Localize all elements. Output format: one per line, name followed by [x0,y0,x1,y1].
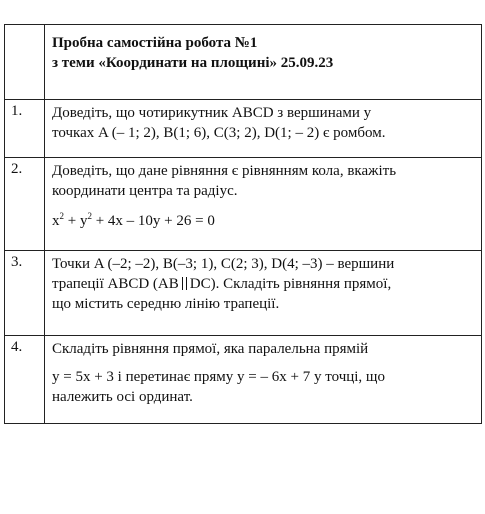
assignment-table [4,24,482,424]
parallel-icon [182,277,187,290]
header-cell [45,25,482,100]
task-row-4 [5,336,482,424]
task-number: 2. [5,158,45,251]
task-line: точках A (– 1; 2), B(1; 6), C(3; 2), D(1; – 2) є ромбом. [52,125,386,141]
task-text [45,158,482,251]
trapezoid-text-after: DC). Складіть рівняння прямої, [189,276,392,292]
eq-y-exponent: 2 [87,211,92,221]
eq-rest: + 4x – 10y + 26 = 0 [91,213,215,229]
topic-line [52,53,475,73]
assignment-title: Пробна самостійна робота №1 [52,35,258,51]
assignment-topic: з теми «Координати на площині» [52,55,277,71]
task-row-3 [5,251,482,336]
eq-x-exponent: 2 [59,211,64,221]
task-line: Доведіть, що дане рівняння є рівнянням кола, вкажіть [52,163,397,179]
task-row-2 [5,158,482,251]
task-line: Доведіть, що чотирикутник ABCD з вершинами у [52,105,372,121]
task-line: Точки A (–2; –2), B(–3; 1), C(2; 3), D(4; –3) – вершини [52,256,395,272]
task-row-1 [5,100,482,158]
task-text [45,100,482,158]
task-text [45,336,482,424]
task-number: 4. [5,336,45,424]
circle-equation [52,211,475,231]
eq-x: x [52,213,60,229]
eq-y: + y [64,213,88,229]
header-row [5,25,482,100]
task-line: y = 5x + 3 і перетинає пряму y = – 6x + 7 у точці, що [52,369,385,385]
task-line: координати центра та радіус. [52,183,238,199]
task-line: належить осі ординат. [52,389,193,405]
task-number: 1. [5,100,45,158]
assignment-date: 25.09.23 [280,55,334,71]
task-number: 3. [5,251,45,336]
trapezoid-text-before: трапеції ABCD (AB [52,276,179,292]
header-number-cell [5,25,45,100]
task-line: що містить середню лінію трапеції. [52,296,280,312]
task-line [52,274,475,294]
task-line: Складіть рівняння прямої, яка паралельна прямій [52,341,369,357]
task-text [45,251,482,336]
